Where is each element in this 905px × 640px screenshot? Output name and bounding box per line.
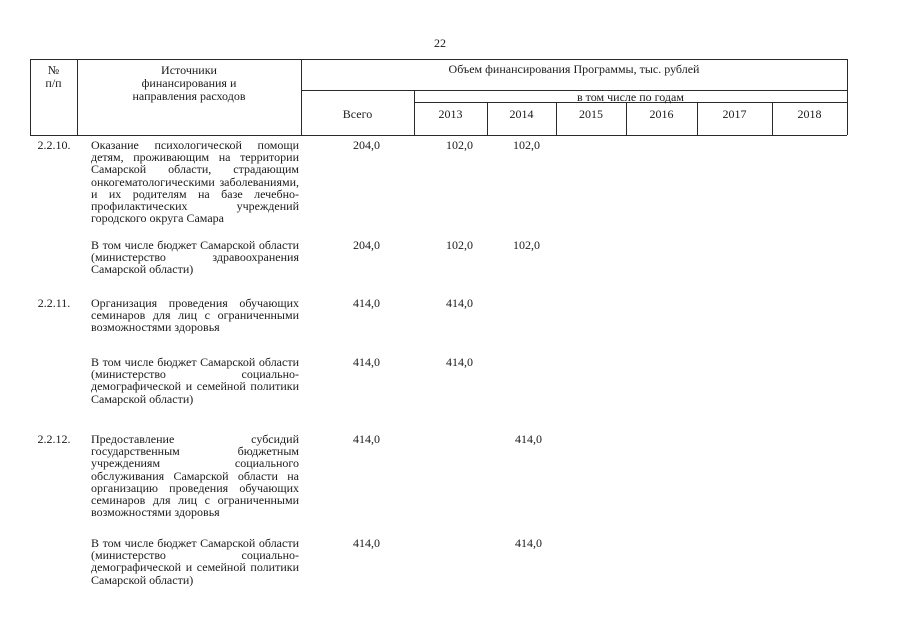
row-total: 204,0	[353, 138, 380, 152]
row-description: Организация проведения обучающих семинаров для лиц с ограниченными возможностями здоровья	[91, 296, 299, 335]
row-sub-total: 414,0	[353, 355, 380, 369]
row-description: Предоставление субсидий государственным бюджетным учреждениям социального обслуживания Самарской области на организацию проведения обучающих семинаров для лиц с ограниченными возможностями здоровья	[91, 432, 299, 520]
row-2014: 414,0	[515, 432, 542, 446]
row-sub-2014: 414,0	[515, 536, 542, 550]
row-sub-2013: 102,0	[446, 238, 473, 252]
header-year-2016: 2016	[649, 107, 674, 121]
row-2014: 102,0	[513, 138, 540, 152]
header-col-sources: Источники финансирования и направления расходов	[132, 63, 246, 103]
row-number: 2.2.10.	[37, 138, 71, 152]
row-number: 2.2.12.	[37, 432, 71, 446]
row-total: 414,0	[353, 432, 380, 446]
row-sub-total: 414,0	[353, 536, 380, 550]
header-col-by-years: в том числе по годам	[577, 90, 684, 104]
row-sub-description: В том числе бюджет Самарской области (министерство здравоохранения Самарской области)	[91, 238, 299, 277]
row-sub-total: 204,0	[353, 238, 380, 252]
row-sub-2013: 414,0	[446, 355, 473, 369]
header-col-total: Всего	[342, 107, 373, 121]
row-sub-description: В том числе бюджет Самарской области (министерство социально-демографической и семейной политики Самарской области)	[91, 355, 299, 406]
header-year-2015: 2015	[579, 107, 603, 121]
header-col-number: № п/п	[45, 63, 62, 90]
header-year-2013: 2013	[438, 107, 463, 121]
page-number: 22	[434, 36, 446, 50]
header-year-2018: 2018	[797, 107, 822, 121]
row-2013: 414,0	[446, 296, 473, 310]
row-description: Оказание психологической помощи детям, проживающим на территории Самарской области, страдающим онкогематологическими заболеваниями, и их родителям на базе лечебно-профилактических учреждений городского округа Самара	[91, 138, 299, 226]
row-2013: 102,0	[446, 138, 473, 152]
row-number: 2.2.11.	[37, 296, 71, 310]
header-year-2014: 2014	[509, 107, 534, 121]
header-col-volume: Объем финансирования Программы, тыс. рублей	[448, 62, 700, 76]
row-sub-description: В том числе бюджет Самарской области (министерство социально-демографической и семейной политики Самарской области)	[91, 536, 299, 587]
row-total: 414,0	[353, 296, 380, 310]
header-year-2017: 2017	[722, 107, 747, 121]
row-sub-2014: 102,0	[513, 238, 540, 252]
